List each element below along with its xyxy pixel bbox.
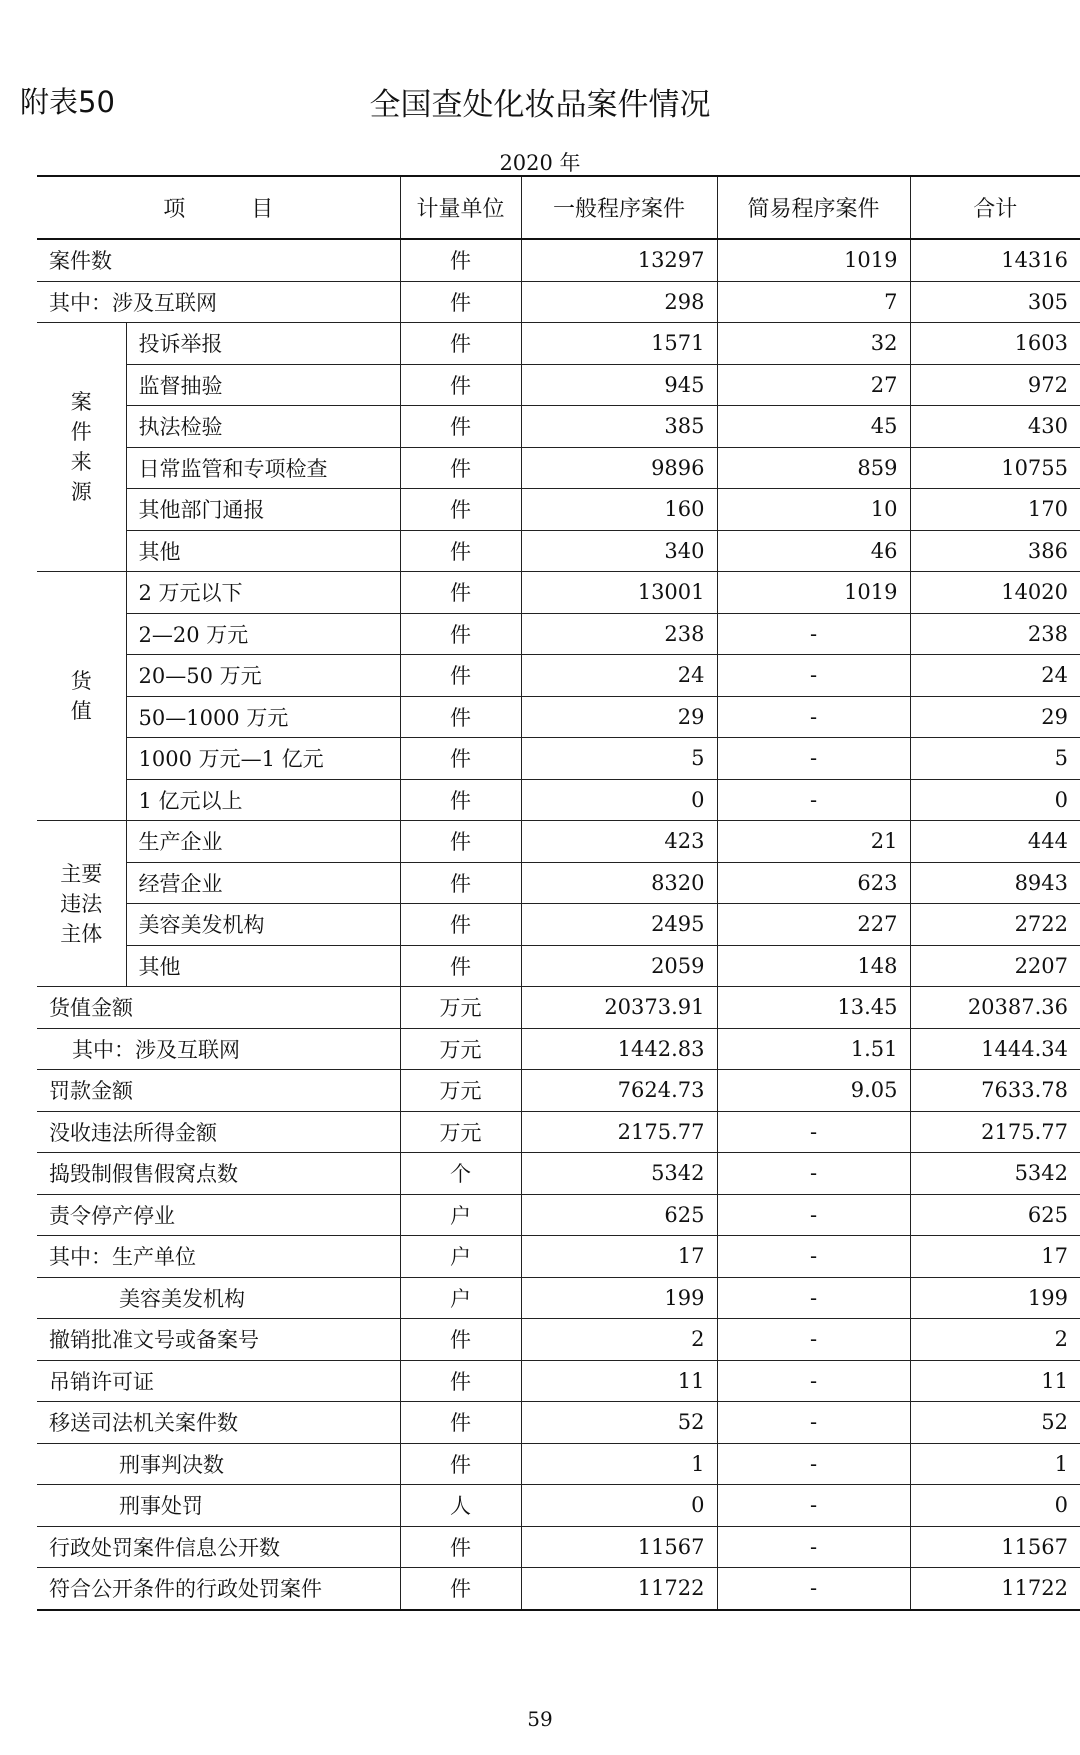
total-cell: 5 bbox=[910, 738, 1080, 780]
item-label: 监督抽验 bbox=[126, 364, 400, 406]
total-cell: 17 bbox=[910, 1236, 1080, 1278]
column-header-item: 项 目 bbox=[37, 176, 400, 239]
unit-cell: 件 bbox=[400, 696, 521, 738]
table-row bbox=[37, 779, 1080, 821]
unit-cell: 人 bbox=[400, 1485, 521, 1527]
simple-cell: 7 bbox=[717, 281, 910, 323]
item-label: 责令停产停业 bbox=[37, 1194, 400, 1236]
total-cell: 0 bbox=[910, 1485, 1080, 1527]
general-cell: 11 bbox=[521, 1360, 717, 1402]
simple-cell: - bbox=[717, 779, 910, 821]
group-label bbox=[37, 821, 126, 987]
item-label: 美容美发机构 bbox=[126, 904, 400, 946]
table-row bbox=[37, 281, 1080, 323]
simple-cell: 859 bbox=[717, 447, 910, 489]
table-row bbox=[37, 945, 1080, 987]
unit-cell: 件 bbox=[400, 1360, 521, 1402]
general-cell: 160 bbox=[521, 489, 717, 531]
general-cell: 423 bbox=[521, 821, 717, 863]
unit-cell: 件 bbox=[400, 406, 521, 448]
total-cell: 2722 bbox=[910, 904, 1080, 946]
unit-cell: 件 bbox=[400, 1568, 521, 1610]
total-cell: 14316 bbox=[910, 239, 1080, 281]
general-cell: 24 bbox=[521, 655, 717, 697]
simple-cell: - bbox=[717, 1485, 910, 1527]
unit-cell: 万元 bbox=[400, 1028, 521, 1070]
total-cell: 14020 bbox=[910, 572, 1080, 614]
total-cell: 10755 bbox=[910, 447, 1080, 489]
table-row bbox=[37, 1028, 1080, 1070]
item-label: 美容美发机构 bbox=[37, 1277, 400, 1319]
total-cell: 20387.36 bbox=[910, 987, 1080, 1029]
general-cell: 8320 bbox=[521, 862, 717, 904]
total-cell: 5342 bbox=[910, 1153, 1080, 1195]
group-label bbox=[37, 572, 126, 821]
total-cell: 52 bbox=[910, 1402, 1080, 1444]
table-row bbox=[37, 239, 1080, 281]
item-label: 其中：生产单位 bbox=[37, 1236, 400, 1278]
simple-cell: 148 bbox=[717, 945, 910, 987]
item-label: 行政处罚案件信息公开数 bbox=[37, 1526, 400, 1568]
total-cell: 199 bbox=[910, 1277, 1080, 1319]
table-row bbox=[37, 406, 1080, 448]
total-cell: 2175.77 bbox=[910, 1111, 1080, 1153]
general-cell: 238 bbox=[521, 613, 717, 655]
general-cell: 13001 bbox=[521, 572, 717, 614]
total-cell: 625 bbox=[910, 1194, 1080, 1236]
general-cell: 385 bbox=[521, 406, 717, 448]
simple-cell: 46 bbox=[717, 530, 910, 572]
simple-cell: 21 bbox=[717, 821, 910, 863]
table-row bbox=[37, 1153, 1080, 1195]
simple-cell: - bbox=[717, 1526, 910, 1568]
simple-cell: - bbox=[717, 1443, 910, 1485]
unit-cell: 件 bbox=[400, 738, 521, 780]
item-label: 移送司法机关案件数 bbox=[37, 1402, 400, 1444]
appendix-label: 附表50 bbox=[20, 85, 115, 119]
group-label-text: 货值 bbox=[70, 669, 92, 723]
unit-cell: 户 bbox=[400, 1236, 521, 1278]
unit-cell: 件 bbox=[400, 1526, 521, 1568]
total-cell: 430 bbox=[910, 406, 1080, 448]
simple-cell: - bbox=[717, 1568, 910, 1610]
table-row bbox=[37, 655, 1080, 697]
item-label: 50—1000 万元 bbox=[126, 696, 400, 738]
simple-cell: 623 bbox=[717, 862, 910, 904]
table-body bbox=[37, 239, 1080, 1610]
table-row bbox=[37, 364, 1080, 406]
unit-cell: 件 bbox=[400, 779, 521, 821]
general-cell: 2059 bbox=[521, 945, 717, 987]
item-label: 其中：涉及互联网 bbox=[37, 1028, 400, 1070]
simple-cell: - bbox=[717, 1319, 910, 1361]
group-label-text: 案件来源 bbox=[70, 390, 92, 504]
simple-cell: - bbox=[717, 1194, 910, 1236]
page-title: 全国查处化妆品案件情况 bbox=[369, 87, 711, 123]
item-label: 2 万元以下 bbox=[126, 572, 400, 614]
total-cell: 8943 bbox=[910, 862, 1080, 904]
simple-cell: 27 bbox=[717, 364, 910, 406]
total-cell: 11722 bbox=[910, 1568, 1080, 1610]
total-cell: 238 bbox=[910, 613, 1080, 655]
total-cell: 170 bbox=[910, 489, 1080, 531]
general-cell: 1442.83 bbox=[521, 1028, 717, 1070]
simple-cell: - bbox=[717, 738, 910, 780]
item-label: 1 亿元以上 bbox=[126, 779, 400, 821]
unit-cell: 件 bbox=[400, 1319, 521, 1361]
general-cell: 11567 bbox=[521, 1526, 717, 1568]
item-label: 投诉举报 bbox=[126, 323, 400, 365]
unit-cell: 件 bbox=[400, 821, 521, 863]
simple-cell: - bbox=[717, 1360, 910, 1402]
general-cell: 5342 bbox=[521, 1153, 717, 1195]
general-cell: 2 bbox=[521, 1319, 717, 1361]
table-row bbox=[37, 1277, 1080, 1319]
table-row bbox=[37, 696, 1080, 738]
simple-cell: 45 bbox=[717, 406, 910, 448]
year-label: 2020 年 bbox=[499, 151, 581, 175]
unit-cell: 件 bbox=[400, 323, 521, 365]
simple-cell: 227 bbox=[717, 904, 910, 946]
simple-cell: - bbox=[717, 1111, 910, 1153]
table-header-row bbox=[37, 176, 1080, 239]
unit-cell: 万元 bbox=[400, 987, 521, 1029]
table-row bbox=[37, 904, 1080, 946]
table-row bbox=[37, 447, 1080, 489]
general-cell: 7624.73 bbox=[521, 1070, 717, 1112]
general-cell: 13297 bbox=[521, 239, 717, 281]
general-cell: 0 bbox=[521, 1485, 717, 1527]
total-cell: 1444.34 bbox=[910, 1028, 1080, 1070]
table-row bbox=[37, 821, 1080, 863]
unit-cell: 户 bbox=[400, 1277, 521, 1319]
simple-cell: - bbox=[717, 613, 910, 655]
general-cell: 625 bbox=[521, 1194, 717, 1236]
item-label: 罚款金额 bbox=[37, 1070, 400, 1112]
table-row bbox=[37, 1402, 1080, 1444]
general-cell: 17 bbox=[521, 1236, 717, 1278]
total-cell: 386 bbox=[910, 530, 1080, 572]
item-label: 吊销许可证 bbox=[37, 1360, 400, 1402]
table-row bbox=[37, 1526, 1080, 1568]
group-label-text: 主要违法主体 bbox=[60, 861, 103, 946]
table-row bbox=[37, 323, 1080, 365]
general-cell: 1 bbox=[521, 1443, 717, 1485]
simple-cell: 1019 bbox=[717, 239, 910, 281]
unit-cell: 个 bbox=[400, 1153, 521, 1195]
item-label: 1000 万元—1 亿元 bbox=[126, 738, 400, 780]
table-row bbox=[37, 613, 1080, 655]
general-cell: 11722 bbox=[521, 1568, 717, 1610]
unit-cell: 户 bbox=[400, 1194, 521, 1236]
general-cell: 20373.91 bbox=[521, 987, 717, 1029]
column-header-general: 一般程序案件 bbox=[521, 176, 717, 239]
table-row bbox=[37, 1443, 1080, 1485]
total-cell: 11567 bbox=[910, 1526, 1080, 1568]
general-cell: 29 bbox=[521, 696, 717, 738]
table-row bbox=[37, 1568, 1080, 1610]
general-cell: 298 bbox=[521, 281, 717, 323]
table-row bbox=[37, 530, 1080, 572]
unit-cell: 件 bbox=[400, 1443, 521, 1485]
table-row bbox=[37, 738, 1080, 780]
total-cell: 11 bbox=[910, 1360, 1080, 1402]
page-number: 59 bbox=[527, 1707, 553, 1731]
item-label: 撤销批准文号或备案号 bbox=[37, 1319, 400, 1361]
table-row bbox=[37, 987, 1080, 1029]
table-row bbox=[37, 572, 1080, 614]
simple-cell: - bbox=[717, 696, 910, 738]
total-cell: 972 bbox=[910, 364, 1080, 406]
general-cell: 340 bbox=[521, 530, 717, 572]
table-row bbox=[37, 1194, 1080, 1236]
general-cell: 5 bbox=[521, 738, 717, 780]
unit-cell: 件 bbox=[400, 281, 521, 323]
unit-cell: 件 bbox=[400, 239, 521, 281]
unit-cell: 件 bbox=[400, 489, 521, 531]
simple-cell: - bbox=[717, 1402, 910, 1444]
simple-cell: 1.51 bbox=[717, 1028, 910, 1070]
general-cell: 2175.77 bbox=[521, 1111, 717, 1153]
item-label: 经营企业 bbox=[126, 862, 400, 904]
item-label: 其中：涉及互联网 bbox=[37, 281, 400, 323]
simple-cell: - bbox=[717, 1236, 910, 1278]
total-cell: 29 bbox=[910, 696, 1080, 738]
cosmetics-cases-table bbox=[37, 175, 1080, 1611]
unit-cell: 件 bbox=[400, 862, 521, 904]
total-cell: 0 bbox=[910, 779, 1080, 821]
unit-cell: 件 bbox=[400, 655, 521, 697]
unit-cell: 件 bbox=[400, 572, 521, 614]
column-header-total: 合计 bbox=[910, 176, 1080, 239]
total-cell: 444 bbox=[910, 821, 1080, 863]
item-label: 没收违法所得金额 bbox=[37, 1111, 400, 1153]
simple-cell: 32 bbox=[717, 323, 910, 365]
unit-cell: 万元 bbox=[400, 1070, 521, 1112]
item-label: 刑事判决数 bbox=[37, 1443, 400, 1485]
item-label: 符合公开条件的行政处罚案件 bbox=[37, 1568, 400, 1610]
simple-cell: - bbox=[717, 655, 910, 697]
total-cell: 1 bbox=[910, 1443, 1080, 1485]
item-label: 其他部门通报 bbox=[126, 489, 400, 531]
item-label: 执法检验 bbox=[126, 406, 400, 448]
simple-cell: 10 bbox=[717, 489, 910, 531]
unit-cell: 件 bbox=[400, 945, 521, 987]
table-row bbox=[37, 1111, 1080, 1153]
group-label bbox=[37, 323, 126, 572]
unit-cell: 件 bbox=[400, 613, 521, 655]
table-row bbox=[37, 1485, 1080, 1527]
table-row bbox=[37, 1319, 1080, 1361]
table-row bbox=[37, 1236, 1080, 1278]
item-label: 刑事处罚 bbox=[37, 1485, 400, 1527]
general-cell: 52 bbox=[521, 1402, 717, 1444]
item-label: 其他 bbox=[126, 530, 400, 572]
table-row bbox=[37, 862, 1080, 904]
total-cell: 305 bbox=[910, 281, 1080, 323]
general-cell: 1571 bbox=[521, 323, 717, 365]
item-label: 20—50 万元 bbox=[126, 655, 400, 697]
item-label: 案件数 bbox=[37, 239, 400, 281]
total-cell: 7633.78 bbox=[910, 1070, 1080, 1112]
item-label: 货值金额 bbox=[37, 987, 400, 1029]
unit-cell: 件 bbox=[400, 530, 521, 572]
unit-cell: 件 bbox=[400, 1402, 521, 1444]
total-cell: 2207 bbox=[910, 945, 1080, 987]
unit-cell: 万元 bbox=[400, 1111, 521, 1153]
general-cell: 199 bbox=[521, 1277, 717, 1319]
general-cell: 945 bbox=[521, 364, 717, 406]
table-row bbox=[37, 1360, 1080, 1402]
simple-cell: 13.45 bbox=[717, 987, 910, 1029]
general-cell: 2495 bbox=[521, 904, 717, 946]
column-header-simple: 简易程序案件 bbox=[717, 176, 910, 239]
unit-cell: 件 bbox=[400, 904, 521, 946]
simple-cell: - bbox=[717, 1277, 910, 1319]
total-cell: 24 bbox=[910, 655, 1080, 697]
item-label: 2—20 万元 bbox=[126, 613, 400, 655]
item-label: 其他 bbox=[126, 945, 400, 987]
table-row bbox=[37, 1070, 1080, 1112]
general-cell: 9896 bbox=[521, 447, 717, 489]
item-label: 日常监管和专项检查 bbox=[126, 447, 400, 489]
total-cell: 1603 bbox=[910, 323, 1080, 365]
general-cell: 0 bbox=[521, 779, 717, 821]
simple-cell: 9.05 bbox=[717, 1070, 910, 1112]
column-header-unit: 计量单位 bbox=[400, 176, 521, 239]
item-label: 生产企业 bbox=[126, 821, 400, 863]
unit-cell: 件 bbox=[400, 447, 521, 489]
total-cell: 2 bbox=[910, 1319, 1080, 1361]
simple-cell: 1019 bbox=[717, 572, 910, 614]
unit-cell: 件 bbox=[400, 364, 521, 406]
item-label: 捣毁制假售假窝点数 bbox=[37, 1153, 400, 1195]
simple-cell: - bbox=[717, 1153, 910, 1195]
table-row bbox=[37, 489, 1080, 531]
